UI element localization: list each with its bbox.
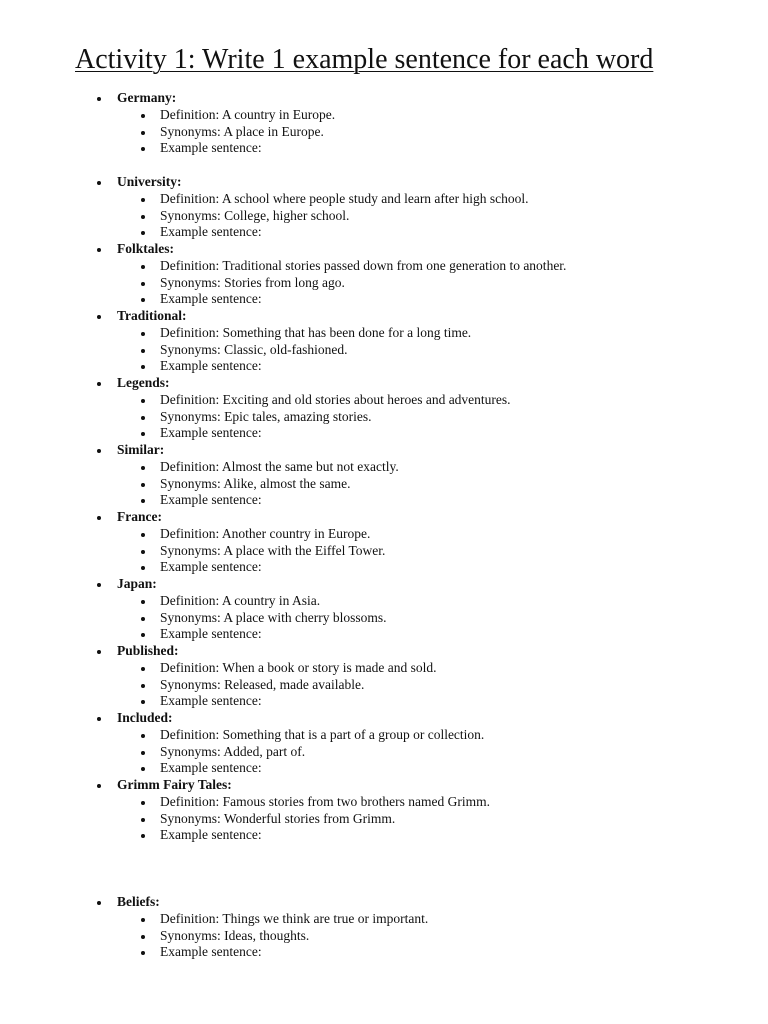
synonyms-line: Synonyms: Alike, almost the same. [0, 476, 768, 493]
vocab-details [0, 911, 768, 961]
definition-line: Definition: Traditional stories passed down from one generation to another. [0, 258, 768, 275]
vocab-entry-folktales [0, 241, 768, 308]
vocab-term: Beliefs: [0, 894, 768, 911]
vocab-details [0, 392, 768, 442]
synonyms-line: Synonyms: Released, made available. [0, 677, 768, 694]
synonyms-line: Synonyms: Ideas, thoughts. [0, 928, 768, 945]
vocab-term: University: [0, 174, 768, 191]
vocabulary-list [0, 90, 768, 961]
vocab-details [0, 526, 768, 576]
synonyms-line: Synonyms: Classic, old-fashioned. [0, 342, 768, 359]
vocab-term: Included: [0, 710, 768, 727]
example-sentence-line: Example sentence: [0, 291, 768, 308]
example-sentence-line: Example sentence: [0, 559, 768, 576]
example-sentence-line: Example sentence: [0, 626, 768, 643]
vocab-details [0, 794, 768, 844]
synonyms-line: Synonyms: College, higher school. [0, 208, 768, 225]
definition-line: Definition: Something that has been done for a long time. [0, 325, 768, 342]
example-sentence-line: Example sentence: [0, 140, 768, 157]
vocab-entry-similar [0, 442, 768, 509]
vocab-term: Germany: [0, 90, 768, 107]
definition-line: Definition: A school where people study and learn after high school. [0, 191, 768, 208]
vocab-term: Traditional: [0, 308, 768, 325]
vocab-details [0, 325, 768, 375]
synonyms-line: Synonyms: Stories from long ago. [0, 275, 768, 292]
vocab-entry-traditional [0, 308, 768, 375]
synonyms-line: Synonyms: Epic tales, amazing stories. [0, 409, 768, 426]
synonyms-line: Synonyms: Added, part of. [0, 744, 768, 761]
vocab-entry-published [0, 643, 768, 710]
definition-line: Definition: Exciting and old stories about heroes and adventures. [0, 392, 768, 409]
definition-line: Definition: Almost the same but not exactly. [0, 459, 768, 476]
vocab-term: France: [0, 509, 768, 526]
vocab-details [0, 191, 768, 241]
vocab-entry-legends [0, 375, 768, 442]
vocab-details [0, 107, 768, 157]
vocab-entry-included [0, 710, 768, 777]
definition-line: Definition: Things we think are true or important. [0, 911, 768, 928]
synonyms-line: Synonyms: A place in Europe. [0, 124, 768, 141]
vocab-entry-france [0, 509, 768, 576]
synonyms-line: Synonyms: A place with the Eiffel Tower. [0, 543, 768, 560]
synonyms-line: Synonyms: Wonderful stories from Grimm. [0, 811, 768, 828]
vocab-term: Grimm Fairy Tales: [0, 777, 768, 794]
example-sentence-line: Example sentence: [0, 425, 768, 442]
vocab-entry-grimm-fairy-tales [0, 777, 768, 844]
definition-line: Definition: A country in Europe. [0, 107, 768, 124]
definition-line: Definition: Famous stories from two brothers named Grimm. [0, 794, 768, 811]
example-sentence-line: Example sentence: [0, 760, 768, 777]
vocab-term: Folktales: [0, 241, 768, 258]
definition-line: Definition: A country in Asia. [0, 593, 768, 610]
vocab-details [0, 593, 768, 643]
vocab-term: Japan: [0, 576, 768, 593]
example-sentence-line: Example sentence: [0, 224, 768, 241]
vocab-details [0, 258, 768, 308]
vocab-details [0, 727, 768, 777]
vocab-details [0, 459, 768, 509]
definition-line: Definition: When a book or story is made and sold. [0, 660, 768, 677]
vocab-entry-beliefs [0, 894, 768, 961]
definition-line: Definition: Something that is a part of a group or collection. [0, 727, 768, 744]
example-sentence-line: Example sentence: [0, 492, 768, 509]
example-sentence-line: Example sentence: [0, 358, 768, 375]
vocab-term: Published: [0, 643, 768, 660]
example-sentence-line: Example sentence: [0, 693, 768, 710]
vocab-details [0, 660, 768, 710]
definition-line: Definition: Another country in Europe. [0, 526, 768, 543]
vocab-entry-japan [0, 576, 768, 643]
vocab-term: Legends: [0, 375, 768, 392]
example-sentence-line: Example sentence: [0, 944, 768, 961]
synonyms-line: Synonyms: A place with cherry blossoms. [0, 610, 768, 627]
page-title: Activity 1: Write 1 example sentence for each word [75, 44, 654, 75]
vocab-entry-germany [0, 90, 768, 157]
vocab-entry-university [0, 174, 768, 241]
example-sentence-line: Example sentence: [0, 827, 768, 844]
vocab-term: Similar: [0, 442, 768, 459]
